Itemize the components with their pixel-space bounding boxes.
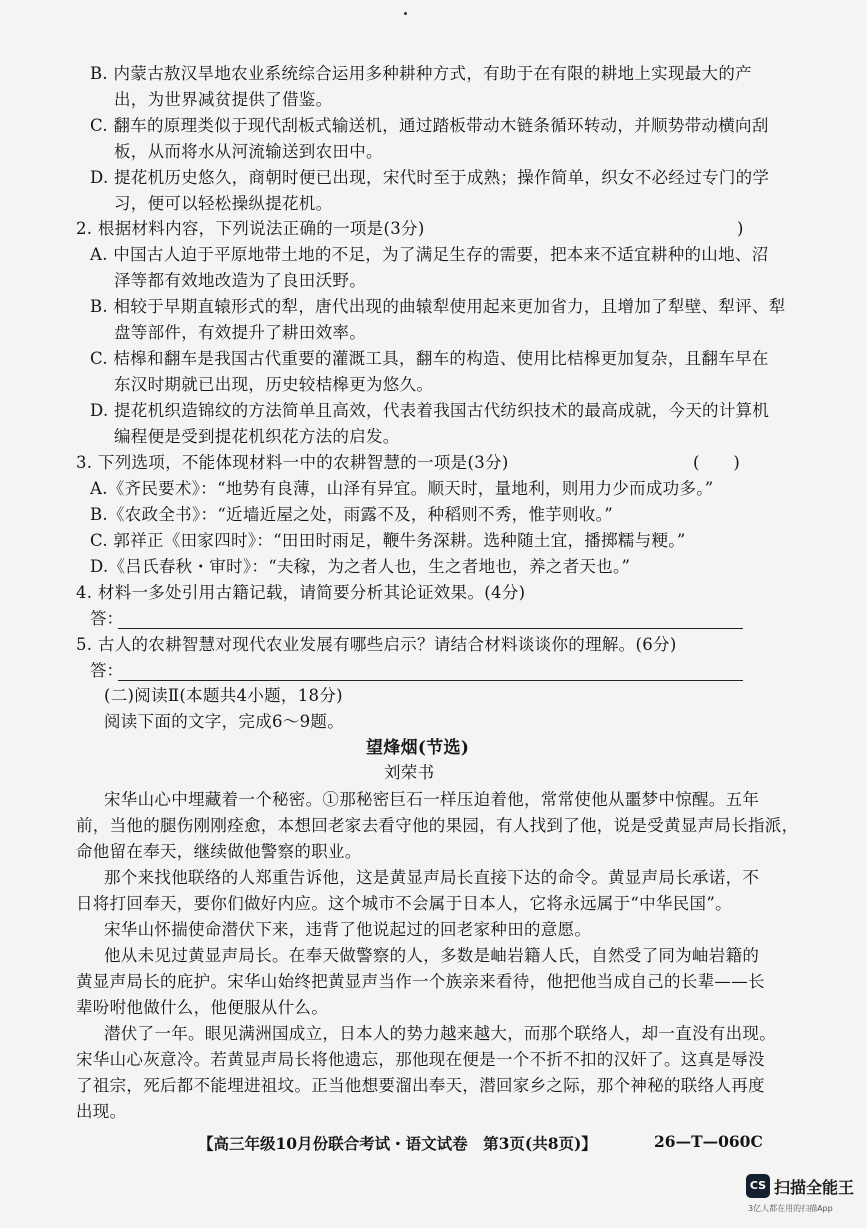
passage-line: 那个来找他联络的人郑重告诉他，这是黄显声局长直接下达的命令。黄显声局长承诺，不 — [104, 868, 760, 887]
q3-option-d: D.《吕氏春秋・审时》：“夫稼，为之者人也，生之者地也，养之者天也。” — [90, 557, 631, 576]
q2-option-d-cont: 编程便是受到提花机织花方法的启发。 — [114, 427, 400, 446]
camscanner-watermark — [742, 1172, 862, 1224]
q2-option-c: C. 桔槔和翻车是我国古代重要的灌溉工具，翻车的构造、使用比桔槔更加复杂，且翻车早在 — [90, 349, 769, 368]
q4-answer-line[interactable] — [118, 628, 743, 629]
q1-option-b: B. 内蒙古敖汉旱地农业系统综合运用多种耕种方式，有助于在有限的耕地上实现最大的产 — [90, 64, 752, 83]
q4-answer-label: 答： — [90, 609, 123, 628]
passage-line: 潜伏了一年。眼见满洲国成立，日本人的势力越来越大，而那个联络人，却一直没有出现。 — [104, 1024, 776, 1043]
camscanner-logo-icon: CS — [746, 1174, 770, 1198]
section-instruction: 阅读下面的文字，完成6～9题。 — [104, 712, 344, 731]
q2-option-d: D. 提花机织造锦纹的方法简单且高效，代表着我国古代纺织技术的最高成就，今天的计算机 — [90, 401, 770, 420]
q3-stem: 3. 下列选项，不能体现材料一中的农耕智慧的一项是(3分) — [76, 453, 509, 472]
passage-line: 宋华山心灰意冷。若黄显声局长将他遗忘，那他现在便是一个不折不扣的汉奸了。这真是辱没 — [76, 1050, 765, 1069]
passage-line: 了祖宗，死后都不能埋进祖坟。正当他想要溜出奉天，潜回家乡之际，那个神秘的联络人再度 — [76, 1076, 765, 1095]
passage-line: 宋华山怀揣使命潜伏下来，违背了他说起过的回老家种田的意愿。 — [104, 920, 592, 939]
q3-answer-bracket: ( ) — [693, 453, 741, 472]
passage-line: 出现。 — [76, 1102, 127, 1121]
q4-stem: 4. 材料一多处引用古籍记载，请简要分析其论证效果。(4分) — [76, 583, 526, 602]
passage-line: 他从未见过黄显声局长。在奉天做警察的人，多数是岫岩籍人氏，自然受了同为岫岩籍的 — [104, 946, 760, 965]
section-heading: (二)阅读Ⅱ(本题共4小题，18分) — [104, 686, 343, 705]
q3-option-b: B.《农政全书》：“近墙近屋之处，雨露不及，种稻则不秀，惟芋则收。” — [90, 505, 613, 524]
q3-option-c: C. 郭祥正《田家四时》：“田田时雨足，鞭牛务深耕。选种随土宜，播掷糯与粳。” — [90, 531, 686, 550]
passage-line: 黄显声局长的庇护。宋华山始终把黄显声当作一个族亲来看待，他把他当成自己的长辈——长 — [76, 972, 765, 991]
q5-stem: 5. 古人的农耕智慧对现代农业发展有哪些启示？请结合材料谈谈你的理解。(6分) — [76, 635, 677, 654]
passage-line: 命他留在奉天，继续做他警察的职业。 — [76, 842, 362, 861]
q5-answer-line[interactable] — [118, 680, 743, 681]
footer-exam-info: 【高三年级10月份联合考试・语文试卷 第3页(共8页)】 — [198, 1134, 597, 1153]
q2-option-b-cont: 盘等部件，有效提升了耕田效率。 — [114, 323, 366, 342]
q1-option-d-cont: 习，便可以轻松操纵提花机。 — [114, 194, 333, 213]
q1-option-d: D. 提花机历史悠久，商朝时便已出现，宋代时至于成熟；操作简单，织女不必经过专门的学 — [90, 168, 770, 187]
q1-option-c: C. 翻车的原理类似于现代刮板式输送机，通过踏板带动木链条循环转动，并顺势带动横向刮 — [90, 116, 769, 135]
q2-option-b: B. 相较于早期直辕形式的犁，唐代出现的曲辕犁使用起来更加省力，且增加了犁壁、犁评、犁 — [90, 297, 786, 316]
q5-answer-label: 答： — [90, 661, 123, 680]
q1-option-b-cont: 出，为世界减贫提供了借鉴。 — [114, 90, 333, 109]
camscanner-brand: 扫描全能王 — [774, 1178, 855, 1197]
q1-option-c-cont: 板，从而将水从河流输送到农田中。 — [114, 142, 383, 161]
scan-speck — [404, 12, 407, 15]
q3-option-a: A.《齐民要术》：“地势有良薄，山泽有异宜。顺天时，量地利，则用力少而成功多。” — [90, 479, 714, 498]
q2-stem: 2. 根据材料内容，下列说法正确的一项是(3分) — [76, 219, 425, 238]
q2-option-c-cont: 东汉时期就已出现，历史较桔槔更为悠久。 — [114, 375, 434, 394]
footer-paper-code: 26—T—060C — [654, 1132, 763, 1151]
q2-option-a-cont: 泽等都有效地改造为了良田沃野。 — [114, 271, 366, 290]
q2-option-a: A. 中国古人迫于平原地带土地的不足，为了满足生存的需要，把本来不适宜耕种的山地、沼 — [90, 245, 769, 264]
passage-line: 辈吩咐他做什么，他便服从什么。 — [76, 998, 328, 1017]
passage-line: 宋华山心中埋藏着一个秘密。①那秘密巨石一样压迫着他，常常使他从噩梦中惊醒。五年 — [104, 790, 760, 809]
passage-author: 刘荣书 — [384, 763, 435, 782]
q2-answer-bracket: ) — [737, 219, 744, 238]
passage-line: 日将打回奉天，要你们做好内应。这个城市不会属于日本人，它将永远属于“中华民国”。 — [76, 894, 732, 913]
passage-line: 前，当他的腿伤刚刚痊愈，本想回老家去看守他的果园，有人找到了他，说是受黄显声局长指派， — [76, 816, 799, 835]
passage-title: 望烽烟(节选) — [366, 738, 470, 758]
camscanner-slogan: 3亿人都在用的扫描App — [748, 1204, 833, 1213]
